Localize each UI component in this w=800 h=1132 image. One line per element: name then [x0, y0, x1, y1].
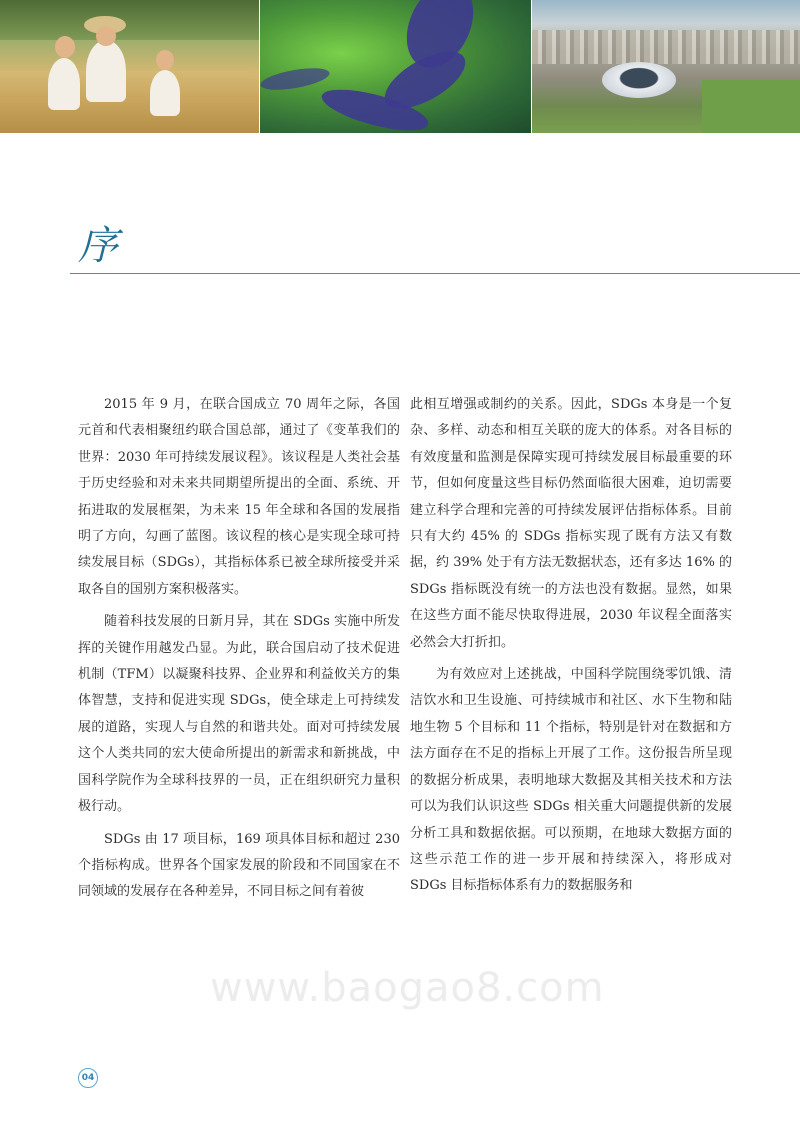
farmers-harvest-photo [0, 0, 259, 133]
text-column-left [78, 392, 400, 912]
paragraph: 随着科技发展的日新月异，其在 SDGs 实施中所发挥的关键作用越发凸显。为此，联合国启动了技术促进机制（TFM）以凝聚科技界、企业界和利益攸关方的集体智慧，支持和促进实现 SDGs，使全球走上可持续发展的道路，实现人与自然的和谐共处。面对可持续发展这个人类共同的宏大使命所提出的新需求和新挑战，中国科学院作为全球科技界的一员，正在组织研究力量积极行动。 [78, 614, 400, 815]
paragraph: 2015 年 9 月，在联合国成立 70 周年之际，各国元首和代表相聚纽约联合国总部，通过了《变革我们的世界：2030 年可持续发展议程》。该议程是人类社会基于历史经验和对未来共同期望所提出的全面、系统、开拓进取的发展框架，为未来 15 年全球和各国的发展指明了方向，勾画了蓝图。该议程的核心是实现全球可持续发展目标（SDGs），其指标体系已被全球所接受并采取各自的国别方案积极落实。 [78, 397, 400, 597]
watermark: www.baogao8.com [210, 965, 605, 1011]
paragraph: 为有效应对上述挑战，中国科学院围绕零饥饿、清洁饮水和卫生设施、可持续城市和社区、水下生物和陆地生物 5 个目标和 11 个指标，特别是针对在数据和方法方面存在不足的指标上开展了工作。这份报告所呈现的数据分析成果，表明地球大数据及其相关技术和方法可以为我们认识这些 SDGs 相关重大问题提供新的发展分析工具和数据依据。可以预期，在地球大数据方面的这些示范工作的进一步开展和持续深入，将形成对 SDGs 目标指标体系有力的数据服务和 [410, 667, 732, 894]
section-title: 序 [78, 223, 118, 269]
text-column-right [410, 392, 732, 906]
header-banner [0, 0, 800, 133]
section-title-wrap [78, 222, 118, 270]
paragraph: 此相互增强或制约的关系。因此，SDGs 本身是一个复杂、多样、动态和相互关联的庞大的体系。对各目标的有效度量和监测是保障实现可持续发展目标最重要的环节，但如何度量这些目标仍然面临很大困难，迫切需要建立科学合理和完善的可持续发展评估指标体系。目前只有大约 45% 的 SDGs 指标实现了既有方法又有数据，约 39% 处于有方法无数据状态，还有多达 16% 的 SDGs 指标既没有统一的方法也没有数据。显然，如果在这些方面不能尽快取得进展，2030 年议程全面落实必然会大打折扣。 [410, 397, 732, 650]
page-number: 04 [78, 1068, 98, 1088]
satellite-river-image [260, 0, 532, 133]
stadium-city-aerial-photo [532, 0, 800, 133]
paragraph: SDGs 由 17 项目标，169 项具体目标和超过 230 个指标构成。世界各个国家发展的阶段和不同国家在不同领域的发展存在各种差异，不同目标之间有着彼 [78, 831, 400, 900]
title-divider [70, 273, 800, 274]
